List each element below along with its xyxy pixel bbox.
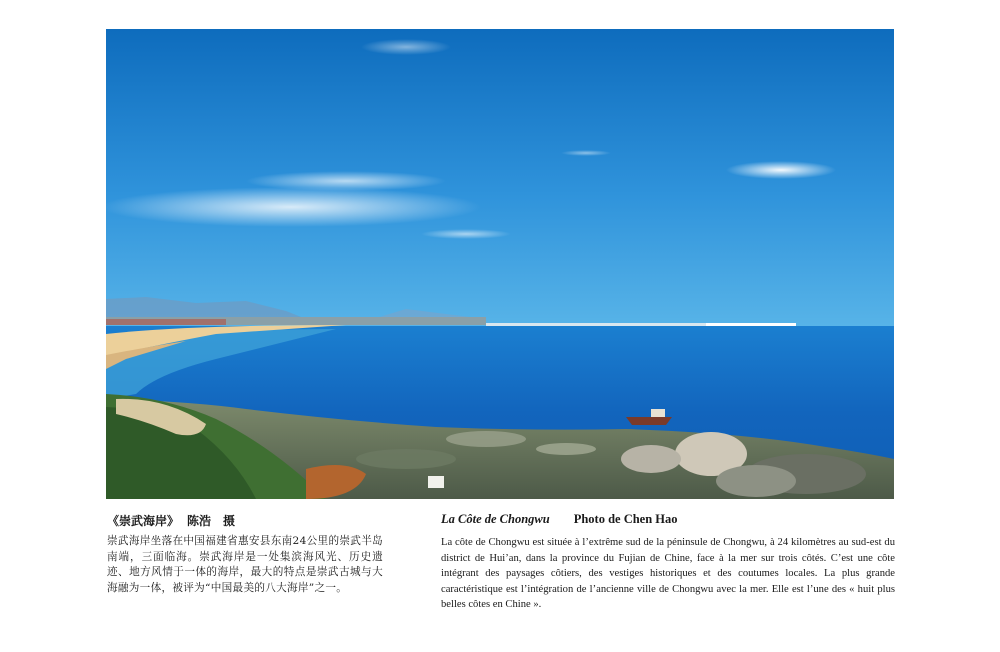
coast-photo (106, 29, 894, 499)
fr-title: La Côte de Chongwu (441, 512, 550, 526)
fr-photo-credit: Photo de Chen Hao (573, 512, 678, 526)
fr-caption-body: La côte de Chongwu est située à l’extrême sud de la péninsule de Chongwu, à 24 kilomètres au sud-est du district de Hui’an, dans la province du Fujian de Chine, face à la mer sur trois côtés. C’est une côte intégrant des paysages côtiers, des vestiges historiques et des coutumes locales. La plus grande caractéristique est l’intégration de l’ancienne ville de Chongwu avec la mer. Elle est l’une des « huit plus belles côtes en Chine ». (441, 537, 895, 610)
fr-caption-title (441, 512, 678, 527)
zh-caption-title (107, 512, 235, 529)
zh-caption-body: 崇武海岸坐落在中国福建省惠安县东南24公里的崇武半岛南端，三面临海。崇武海岸是一处集滨海风光、历史遗迹、地方风情于一体的海岸，最大的特点是崇武古城与大海融为一体，被评为“中国最美的八大海岸”之一。 (107, 535, 383, 594)
zh-photo-credit: 陈浩 摄 (187, 514, 236, 528)
chongwu-coast-image (106, 29, 894, 499)
zh-title: 《崇武海岸》 (107, 514, 180, 528)
